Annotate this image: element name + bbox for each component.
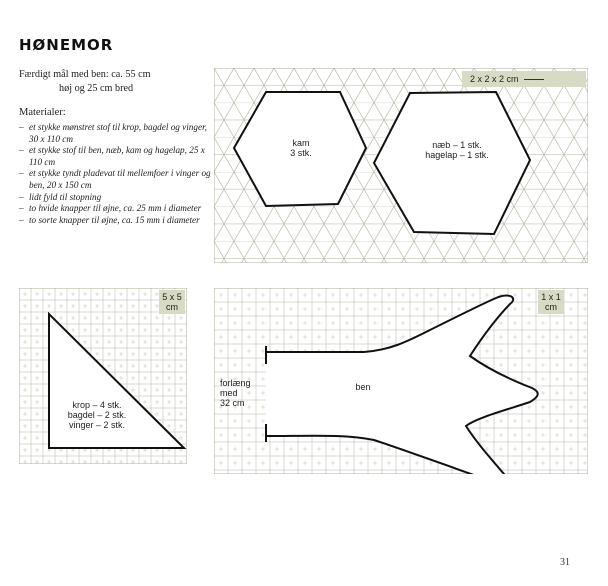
material-item: – et stykke stof til ben, næb, kam og hagelap, 25 x 110 cm	[19, 145, 211, 168]
materials-heading: Materialer:	[19, 107, 66, 118]
page-title: HØNEMOR	[19, 36, 114, 54]
piece-label-ben: ben	[355, 382, 371, 392]
piece-count: 3 stk.	[290, 148, 312, 158]
scale-badge-bottom-left	[159, 290, 185, 314]
extend-line: med	[220, 388, 238, 398]
scale-badge-top	[462, 71, 586, 87]
material-item: – et stykke mønstret stof til krop, bagdel og vinger, 30 x 110 cm	[19, 122, 211, 145]
square-grid	[214, 288, 588, 474]
size-line: Færdigt mål med ben: ca. 55 cm	[19, 69, 151, 80]
piece-label-kam	[276, 138, 326, 158]
pattern-panel-bottom-right	[214, 288, 588, 474]
material-item: – lidt fyld til stopning	[19, 192, 211, 204]
piece-line: næb – 1 stk.	[432, 140, 482, 150]
scale-badge-bottom-right	[538, 290, 564, 314]
piece-label-naeb	[402, 140, 512, 160]
piece-line: bagdel – 2 stk.	[67, 410, 127, 420]
size-line: høj og 25 cm bred	[59, 83, 134, 94]
extend-label	[220, 378, 260, 408]
piece-name: kam	[292, 138, 310, 148]
piece-line: hagelap – 1 stk.	[425, 150, 489, 160]
material-item: – et stykke tyndt pladevat til mellemfoer i vinger og ben, 20 x 150 cm	[19, 168, 211, 191]
scale-line: 5 x 5	[162, 292, 182, 302]
extend-line: 32 cm	[220, 398, 245, 408]
material-item: – to sorte knapper til øjne, ca. 15 mm i diameter	[19, 215, 211, 227]
scale-label: 2 x 2 x 2 cm	[470, 74, 519, 84]
scale-line: cm	[166, 302, 178, 312]
piece-label-krop	[57, 400, 137, 430]
piece-line: krop – 4 stk.	[72, 400, 122, 410]
piece-line: vinger – 2 stk.	[68, 420, 126, 430]
scale-line: 1 x 1	[541, 292, 561, 302]
scale-line: cm	[545, 302, 557, 312]
extend-line: forlæng	[220, 378, 251, 388]
finished-size	[19, 68, 209, 96]
materials-list	[19, 122, 211, 226]
square-grid	[19, 288, 187, 464]
pattern-panel-bottom-left	[19, 288, 187, 464]
material-item: – to hvide knapper til øjne, ca. 25 mm i diameter	[19, 203, 211, 215]
triangle-grid	[214, 68, 588, 263]
pattern-panel-top	[214, 68, 588, 263]
page-number: 31	[560, 557, 570, 568]
